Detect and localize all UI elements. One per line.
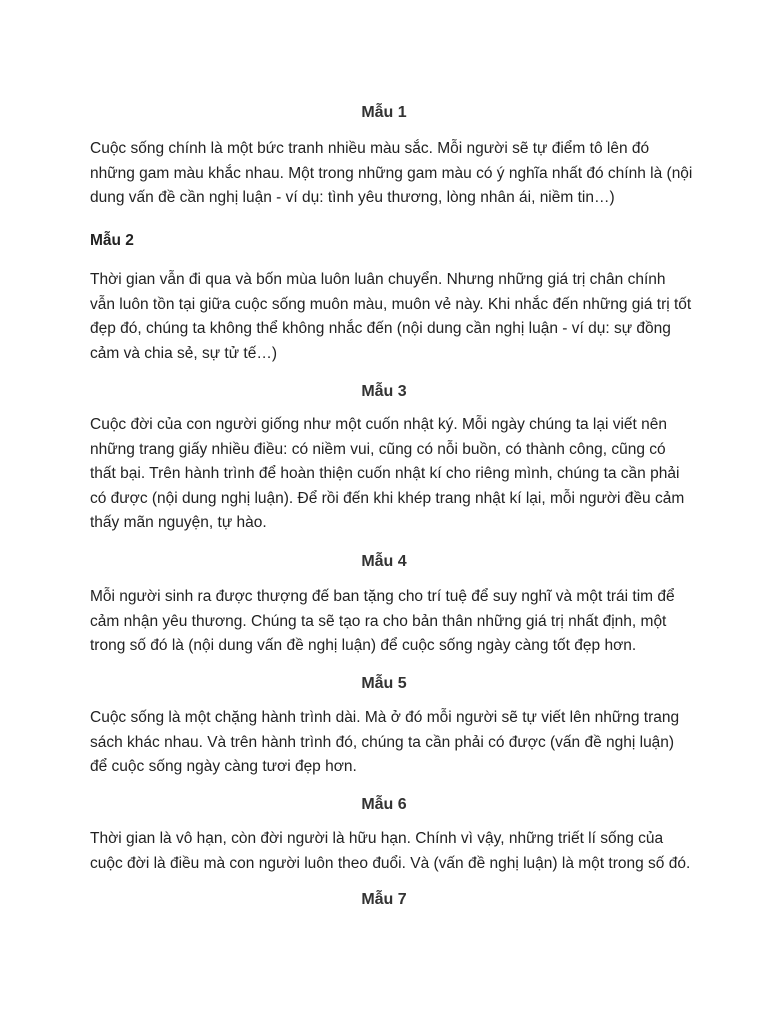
paragraph-line: Cuộc sống chính là một bức tranh nhiều màu sắc. Mỗi người sẽ tự điểm tô lên đó: [90, 140, 650, 157]
paragraph-line: Mỗi người sinh ra được thượng đế ban tặng cho trí tuệ để suy nghĩ và một trái tim để: [90, 588, 675, 605]
paragraph-line: cuộc đời là điều mà con người luôn theo đuổi. Và (vấn đề nghị luận) là một trong số đó.: [90, 854, 691, 872]
paragraph-line: Cuộc đời của con người giống như một cuốn nhật ký. Mỗi ngày chúng ta lại viết nên: [90, 416, 668, 433]
paragraph-line: Thời gian vẫn đi qua và bốn mùa luôn luân chuyển. Nhưng những giá trị chân chính: [90, 271, 666, 288]
paragraph-line: để cuộc sống ngày càng tươi đẹp hơn.: [90, 758, 357, 775]
paragraph-line: dung vấn đề cần nghị luận - ví dụ: tình yêu thương, lòng nhân ái, niềm tin…): [90, 189, 615, 206]
section-paragraph-4: [90, 585, 695, 659]
section-paragraph-5: [90, 706, 695, 780]
paragraph-line: sách khác nhau. Và trên hành trình đó, chúng ta cần phải có được (vấn đề nghị luận): [90, 733, 675, 751]
section-paragraph-2: [90, 268, 695, 366]
paragraph-line: thất bại. Trên hành trình để hoàn thiện cuốn nhật kí cho riêng mình, chúng ta cần phải: [90, 465, 680, 482]
paragraph-line: có được (nội dung nghị luận). Để rồi đến khi khép trang nhật kí lại, mỗi người đều cảm: [90, 489, 685, 507]
paragraph-line: những gam màu khắc nhau. Một trong những gam màu có ý nghĩa nhất đó chính là (nội: [90, 164, 693, 182]
section-heading-1: Mẫu 1: [361, 104, 407, 121]
section-paragraph-1: [90, 137, 695, 211]
section-heading-7: Mẫu 7: [361, 891, 407, 908]
section-heading-5: Mẫu 5: [361, 675, 407, 692]
paragraph-line: những trang giấy nhiều điều: có niềm vui, cũng có nỗi buồn, có thành công, cũng có: [90, 440, 666, 458]
paragraph-line: Thời gian là vô hạn, còn đời người là hữu hạn. Chính vì vậy, những triết lí sống của: [90, 830, 664, 847]
section-heading-3: Mẫu 3: [361, 383, 407, 400]
paragraph-line: cảm và chia sẻ, sự tử tế…): [90, 344, 277, 362]
section-paragraph-3: [90, 413, 695, 536]
section-paragraph-6: [90, 827, 695, 876]
section-heading-4: Mẫu 4: [361, 553, 407, 570]
paragraph-line: Cuộc sống là một chặng hành trình dài. Mà ở đó mỗi người sẽ tự viết lên những trang: [90, 709, 680, 726]
paragraph-line: đẹp đó, chúng ta không thể không nhắc đến (nội dung cần nghị luận - ví dụ: sự đồng: [90, 320, 671, 337]
paragraph-line: trong số đó là (nội dung vấn đề nghị luận) để cuộc sống ngày càng tốt đẹp hơn.: [90, 637, 637, 654]
paragraph-line: thấy mãn nguyện, tự hào.: [90, 514, 267, 531]
section-heading-2: Mẫu 2: [90, 232, 134, 249]
paragraph-line: vẫn luôn tồn tại giữa cuộc sống muôn màu, muôn vẻ này. Khi nhắc đến những giá trị tốt: [90, 295, 692, 313]
paragraph-line: cảm nhận yêu thương. Chúng ta sẽ tạo ra cho bản thân những giá trị nhất định, một: [90, 612, 667, 630]
section-heading-6: Mẫu 6: [361, 796, 407, 813]
